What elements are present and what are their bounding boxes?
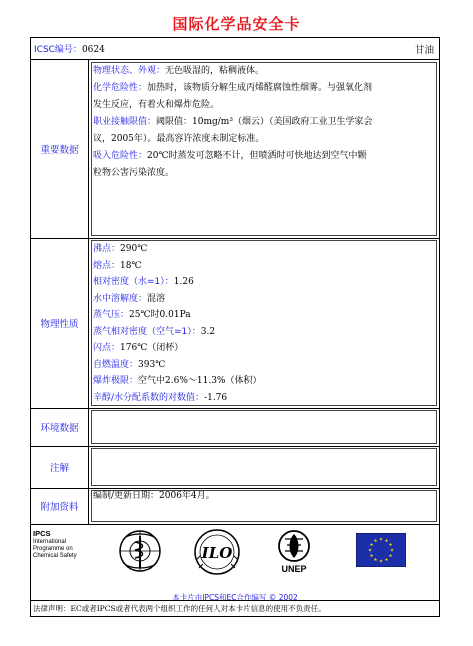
important-data-section [31, 60, 439, 238]
svg-text:★: ★ [373, 558, 378, 563]
relative-density-key: 相对密度（水=1）： [93, 277, 174, 287]
flash-point-key: 闪点： [93, 343, 121, 353]
exposure-limit-key: 职业接触限值： [93, 117, 157, 127]
environment-box [91, 410, 437, 444]
physical-properties-section [31, 238, 439, 408]
exposure-limit-value: 阈限值：10mg/m³（烟云）（美国政府工业卫生学家会 [156, 117, 373, 127]
ipcs-block [33, 530, 77, 560]
vapour-density-value: 3.2 [200, 326, 216, 337]
exposure-limit-value-2: 议，2005年）。最高容许浓度未制定标准。 [93, 134, 265, 144]
ipcs-line-3: Chemical Safety [33, 553, 77, 559]
icsc-code-value: 0624 [81, 45, 105, 55]
flash-point-value: 176℃（闭杯） [120, 343, 184, 353]
additional-info-section [31, 488, 439, 524]
svg-text:★: ★ [388, 554, 393, 559]
svg-text:★: ★ [378, 559, 384, 565]
inhalation-hazard-value-2: 粒物公害污染浓度。 [93, 168, 175, 178]
card-title: 国际化学品安全卡 [172, 15, 301, 33]
svg-text:★: ★ [378, 537, 384, 543]
log-pow-key: 辛醇/水分配系数的对数值： [93, 392, 205, 403]
notes-section [31, 446, 439, 488]
logo-strip [31, 524, 439, 600]
notes-box [91, 448, 437, 486]
notes-label: 注解 [49, 463, 69, 474]
physical-properties-box [91, 240, 437, 406]
card-header [31, 38, 439, 60]
boiling-point-value: 290℃ [120, 244, 148, 254]
ipcs-abbr: IPCS [33, 529, 51, 538]
environment-label: 环境数据 [40, 423, 79, 434]
important-data-box [91, 62, 437, 236]
solubility-value: 混溶 [147, 293, 166, 304]
solubility-key: 水中溶解度： [93, 293, 148, 304]
inhalation-hazard-key: 吸入危险性： [93, 151, 148, 161]
explosive-limits-key: 爆炸极限： [93, 376, 139, 386]
melting-point-value: 18℃ [120, 260, 142, 271]
legal-notice [31, 600, 439, 616]
icsc-code-label: ICSC编号： [34, 45, 82, 55]
inhalation-hazard-value: 20℃时蒸发可忽略不计，但喷洒时可快地达到空气中颗 [147, 151, 367, 161]
who-logo-icon [117, 528, 163, 574]
eu-flag-icon [356, 533, 406, 567]
vapour-density-key: 蒸气相对密度（空气=1）： [93, 326, 201, 337]
relative-density-value: 1.26 [173, 277, 194, 287]
appearance-value: 无色吸湿的，粘稠液体。 [165, 66, 265, 76]
svg-text:★: ★ [389, 548, 395, 554]
svg-text:★: ★ [367, 548, 373, 554]
unep-logo-text: UNEP [281, 564, 307, 574]
legal-notice-text: 法律声明：EC或者IPCS或者代表两个组织工作的任何人对本卡片信息的使用不负责任。 [33, 604, 326, 613]
unep-logo-icon [274, 528, 314, 576]
physical-properties-label: 物理性质 [40, 319, 79, 330]
autoignition-key: 自燃温度： [93, 359, 139, 370]
appearance-key: 物理状态、外观： [93, 66, 166, 76]
safety-card [30, 37, 440, 617]
additional-info-box [91, 490, 437, 522]
chemical-name: 甘油 [414, 45, 434, 56]
svg-text:★: ★ [369, 554, 374, 559]
boiling-point-key: 沸点： [93, 244, 121, 254]
ilo-logo-icon [193, 528, 241, 576]
chemical-hazard-value-2: 发生反应，有着火和爆炸危险。 [93, 100, 220, 110]
svg-text:★: ★ [373, 539, 378, 544]
vapour-pressure-value: 25℃时0.01Pa [129, 310, 191, 320]
vapour-pressure-key: 蒸气压： [93, 310, 130, 320]
svg-text:★: ★ [388, 543, 393, 548]
additional-info-label: 附加资料 [40, 502, 79, 513]
ilo-logo-text: ILO [201, 544, 233, 562]
chemical-hazard-key: 化学危险性： [93, 83, 148, 93]
environment-section [31, 408, 439, 446]
svg-text:★: ★ [384, 558, 389, 563]
chemical-hazard-value: 加热时，该物质分解生成丙烯醛腐蚀性烟雾。与强氧化剂 [147, 83, 373, 93]
svg-text:★: ★ [369, 543, 374, 548]
log-pow-value: -1.76 [204, 392, 228, 403]
icsc-code [34, 42, 105, 55]
cooperation-caption: 本卡片由IPCS和EC合作编写 © 2002 [172, 593, 298, 602]
revision-date: 编制/更新日期：2006年4月。 [93, 491, 215, 501]
explosive-limits-value: 空气中2.6%～11.3%（体积） [138, 376, 262, 386]
important-data-label: 重要数据 [40, 145, 79, 156]
ipcs-line-2: Programme on [33, 546, 73, 552]
svg-text:★: ★ [384, 539, 389, 544]
melting-point-key: 熔点： [93, 260, 121, 271]
ipcs-line-1: International [33, 539, 67, 545]
autoignition-value: 393℃ [138, 359, 166, 370]
